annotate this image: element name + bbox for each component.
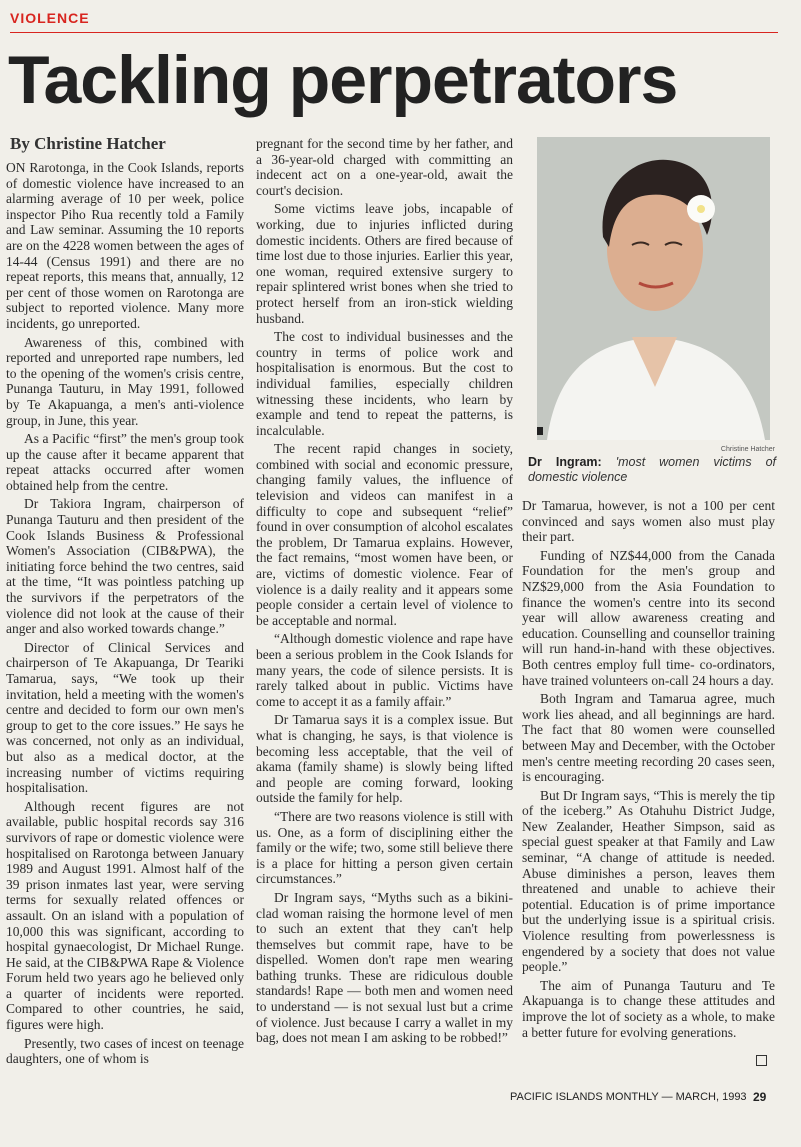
- article-paragraph: Awareness of this, combined with reported and unreported rape numbers, led to the opening of the women's crisis centre, Punanga Tauturu, in May 1991, followed by Te Akapuanga, a men's anti-violence group, in June, this year.: [6, 334, 244, 428]
- article-paragraph: “There are two reasons violence is still with us. One, as a form of disciplining either the family or the wife; two, some still believe there is a place for hitting a person given certain circumstances.”: [256, 808, 513, 887]
- article-column-2: [256, 136, 513, 1049]
- page-number: 29: [753, 1090, 767, 1104]
- caption-name: Dr Ingram:: [528, 455, 602, 469]
- article-paragraph: The cost to individual businesses and the country in terms of police work and hospitalisation is enormous. But the cost to individual families, especially children witnessing these incidents, who learn by example and tend to repeat the patterns, is incalculable.: [256, 329, 513, 438]
- portrait-illustration: [537, 137, 770, 440]
- byline: By Christine Hatcher: [10, 134, 166, 153]
- article-paragraph: Some victims leave jobs, incapable of working, due to injuries inflicted during domestic incidents. Others are fired because of time lost due to those injuries. Earlier this year, one woman, required extensive surgery to repair splintered wrist bones when she tried to protect herself from an iron-stick wielding husband.: [256, 201, 513, 326]
- article-column-1: [6, 160, 244, 1070]
- top-divider: [10, 32, 778, 33]
- article-paragraph: ON Rarotonga, in the Cook Islands, reports of domestic violence have increased to an alarming average of 10 per week, police inspector Piho Rua recently told a Family and Law seminar. Assuming the 10 reports are on the 4228 women between the ages of 14-44 (Census 1991) and there are no repeat reports, this means that, annually, 12 per cent of those women on Rarotonga are subject to reported violence. Many more incidents, go unreported.: [6, 160, 244, 331]
- article-paragraph: “Although domestic violence and rape have been a serious problem in the Cook Islands for many years, the code of silence persists. It is rarely talked about in public. Victims have come to accept it as a family affair.”: [256, 631, 513, 709]
- photo-caption: [528, 455, 776, 485]
- article-paragraph: Dr Takiora Ingram, chairperson of Punanga Tauturu and then president of the Cook Islands Business & Professional Women's Association (CIB&PWA), the initiating force behind the two centres, said at the time, “It was pointless patching up the survivors if the perpetrators of the violence did not look at the cause of their anger and also worked towards change.”: [6, 496, 244, 637]
- portrait-photo: [537, 137, 770, 440]
- article-paragraph: Director of Clinical Services and chairperson of Te Akapuanga, Dr Teariki Tamarua, says, “We took up their invitation, held a meeting with the women's centre and decided to form our own men's group to get to the core issues.” He says he was concerned, not only as an individual, but also as a medical doctor, at the increasing number of victims requiring hospitalisation.: [6, 639, 244, 796]
- article-paragraph: Although recent figures are not available, public hospital records say 316 survivors of rape or domestic violence were hospitalised on Rarotonga between January 1989 and August 1991. Almost half of the 39 prison inmates last year, were serving terms for sexually related offences or assault. On an island with a population of 10,000 this was significant, according to hospital gynaecologist, Dr Michael Runge. He said, at the CIB&PWA Rape & Violence Forum held two years ago he believed only a quarter of incidents were reported. Compared to other countries, he said, figures were high.: [6, 798, 244, 1033]
- end-mark-icon: [756, 1055, 767, 1066]
- article-paragraph: Presently, two cases of incest on teenage daughters, one of whom is: [6, 1035, 244, 1067]
- photo-credit: Christine Hatcher: [720, 446, 775, 453]
- headline: Tackling perpetrators: [8, 42, 678, 118]
- section-label: VIOLENCE: [10, 10, 90, 26]
- article-paragraph: Dr Ingram says, “Myths such as a bikini-clad woman raising the hormone level of men to such an extent that they can't help themselves but commit rape, have to be dispelled. Women don't rape men wearing bathing trunks. These are ridiculous double standards! Rape — both men and women need to understand — is not sexual lust but a crime of violence. Just because I carry a wallet in my bag, does not mean I am asking to be robbed!”: [256, 889, 513, 1046]
- footer-publication: PACIFIC ISLANDS MONTHLY — MARCH, 1993: [510, 1091, 747, 1103]
- article-paragraph: The recent rapid changes in society, combined with social and economic pressure, changing family values, the influence of television and videos can manifest in a difficulty to cope and subsequent “relief” found in over consumption of alcohol escalates the problem, Dr Tamarua explains. However, the fact remains, “most women have been, or are, victims of domestic violence. Fear of violence is a daily reality and it appears some people consider a certain level of violence to be acceptable and normal.: [256, 441, 513, 628]
- article-paragraph: Dr Tamarua says it is a complex issue. But what is changing, he says, is that violence is becoming less acceptable, that the veil of akama (family shame) is slowly being lifted and people are coming forward, looking outside the family for help.: [256, 712, 513, 806]
- caption-quote: 'most women victims of domestic violence: [528, 455, 776, 484]
- article-column-3: [522, 498, 775, 1043]
- article-paragraph: pregnant for the second time by her father, and a 36-year-old charged with committing an indecent act on a one-year-old, await the court's decision.: [256, 136, 513, 198]
- article-paragraph: Funding of NZ$44,000 from the Canada Foundation for the men's group and NZ$29,000 from the Asia Foundation to finance the women's centre into its second year will allow awareness creating and education. Counselling and counsellor training will run hand-in-hand with these objectives. Both centres employ full time- co-ordinators, have trained volunteers on-call 24 hours a day.: [522, 547, 775, 688]
- article-paragraph: But Dr Ingram says, “This is merely the tip of the iceberg.” As Otahuhu District Judge, New Zealander, Heather Simpson, said as special guest speaker at that Family and Law seminar, “A change of attitude is needed. Abuse diminishes a person, leaves them threatened and unable to achieve their potential. Education is of prime importance but the underlying issue is a spiritual crisis. Violence resulting from powerlessness is engendered by a society that does not value people.”: [522, 787, 775, 975]
- article-paragraph: Both Ingram and Tamarua agree, much work lies ahead, and all beginnings are hard. The fact that 80 women were counselled between May and December, with the October men's centre meeting recording 20 cases seen, is encouraging.: [522, 691, 775, 785]
- article-paragraph: Dr Tamarua, however, is not a 100 per cent convinced and says women also must play their part.: [522, 498, 775, 545]
- article-paragraph: The aim of Punanga Tauturu and Te Akapuanga is to change these attitudes and improve the lot of society as a whole, to make a better future for evolving generations.: [522, 977, 775, 1040]
- article-paragraph: As a Pacific “first” the men's group took up the cause after it became apparent that repeat attacks occurred after women obtained help from the centre.: [6, 431, 244, 493]
